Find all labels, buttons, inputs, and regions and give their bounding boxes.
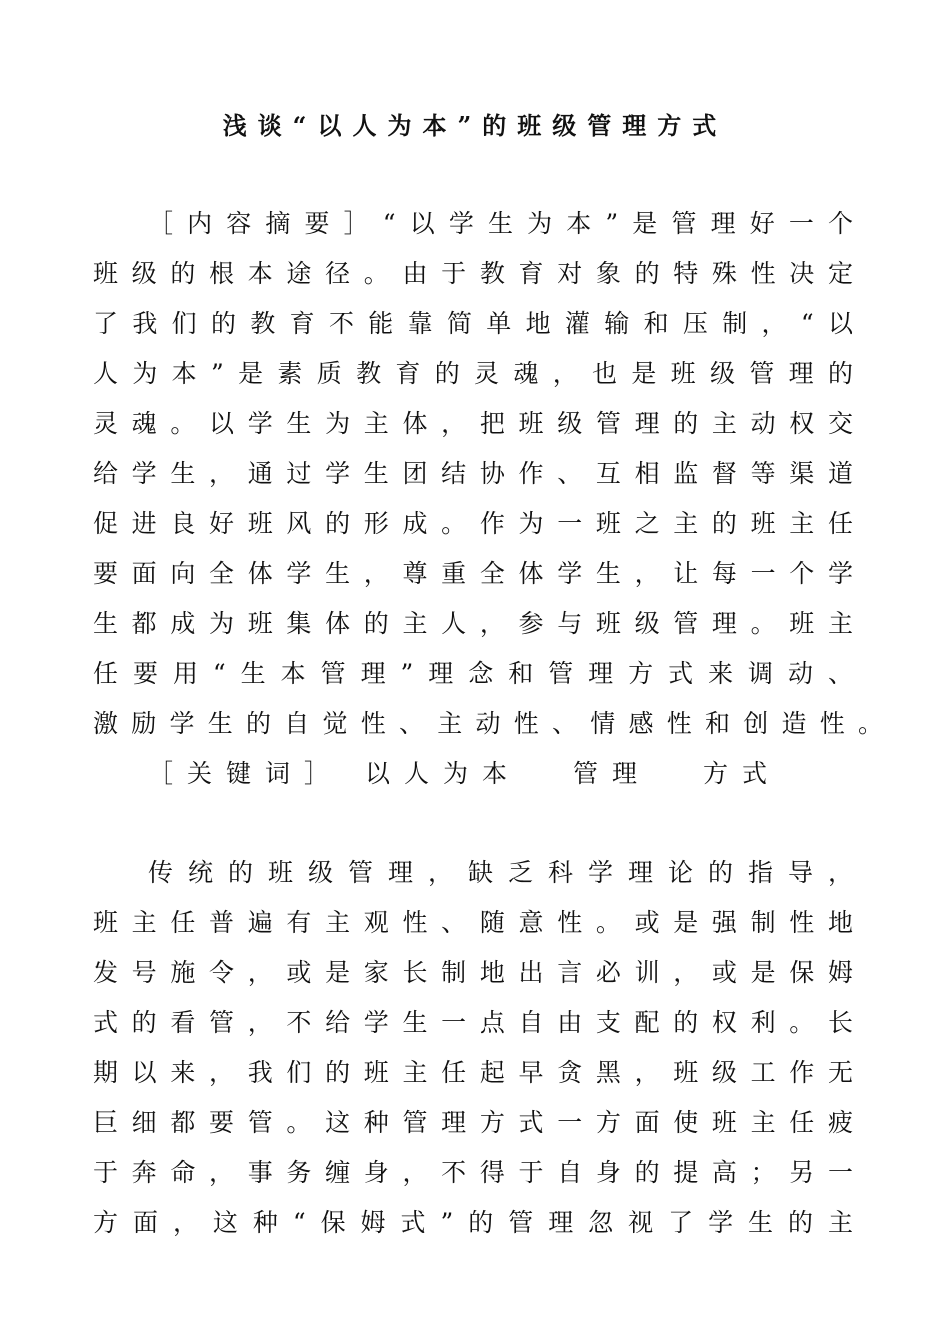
abstract-line: 激励学生的自觉性、主动性、情感性和创造性。 [93, 709, 883, 738]
keyword: 管理 [573, 759, 652, 788]
body-line: 式的看管，不给学生一点自由支配的权利。长 [93, 1008, 853, 1037]
abstract-line: 人为本”是素质教育的灵魂，也是班级管理的 [93, 359, 853, 388]
abstract-line: 给学生，通过学生团结协作、互相监督等渠道 [93, 459, 853, 488]
body-line: 传统的班级管理，缺乏科学理论的指导， [148, 858, 853, 887]
keywords-line [148, 749, 781, 799]
keyword: 以人为本 [365, 759, 522, 788]
document-title: 浅谈“以人为本”的班级管理方式 [222, 111, 728, 140]
abstract-line: 了我们的教育不能靠简单地灌输和压制，“以 [93, 309, 853, 338]
body-line: 班主任普遍有主观性、随意性。或是强制性地 [93, 908, 853, 937]
body-line: 期以来，我们的班主任起早贪黑，班级工作无 [93, 1058, 853, 1087]
abstract-line: 促进良好班风的形成。作为一班之主的班主任 [93, 509, 853, 538]
abstract-line: 任要用“生本管理”理念和管理方式来调动、 [93, 659, 853, 688]
abstract-line: 生都成为班集体的主人，参与班级管理。班主 [93, 609, 853, 638]
keywords-label: ［关键词］ [148, 759, 344, 788]
body-line: 发号施令，或是家长制地出言必训，或是保姆 [93, 958, 853, 987]
keyword: 方式 [703, 759, 782, 788]
abstract-line: ［内容摘要］“以学生为本”是管理好一个 [148, 209, 853, 238]
body-line: 于奔命，事务缠身，不得于自身的提高；另一 [93, 1158, 853, 1187]
abstract-line: 要面向全体学生，尊重全体学生，让每一个学 [93, 559, 853, 588]
body-line: 方面，这种“保姆式”的管理忽视了学生的主 [93, 1208, 853, 1237]
abstract-line: 班级的根本途径。由于教育对象的特殊性决定 [93, 259, 853, 288]
body-line: 巨细都要管。这种管理方式一方面使班主任疲 [93, 1108, 853, 1137]
abstract-line: 灵魂。以学生为主体，把班级管理的主动权交 [93, 409, 853, 438]
